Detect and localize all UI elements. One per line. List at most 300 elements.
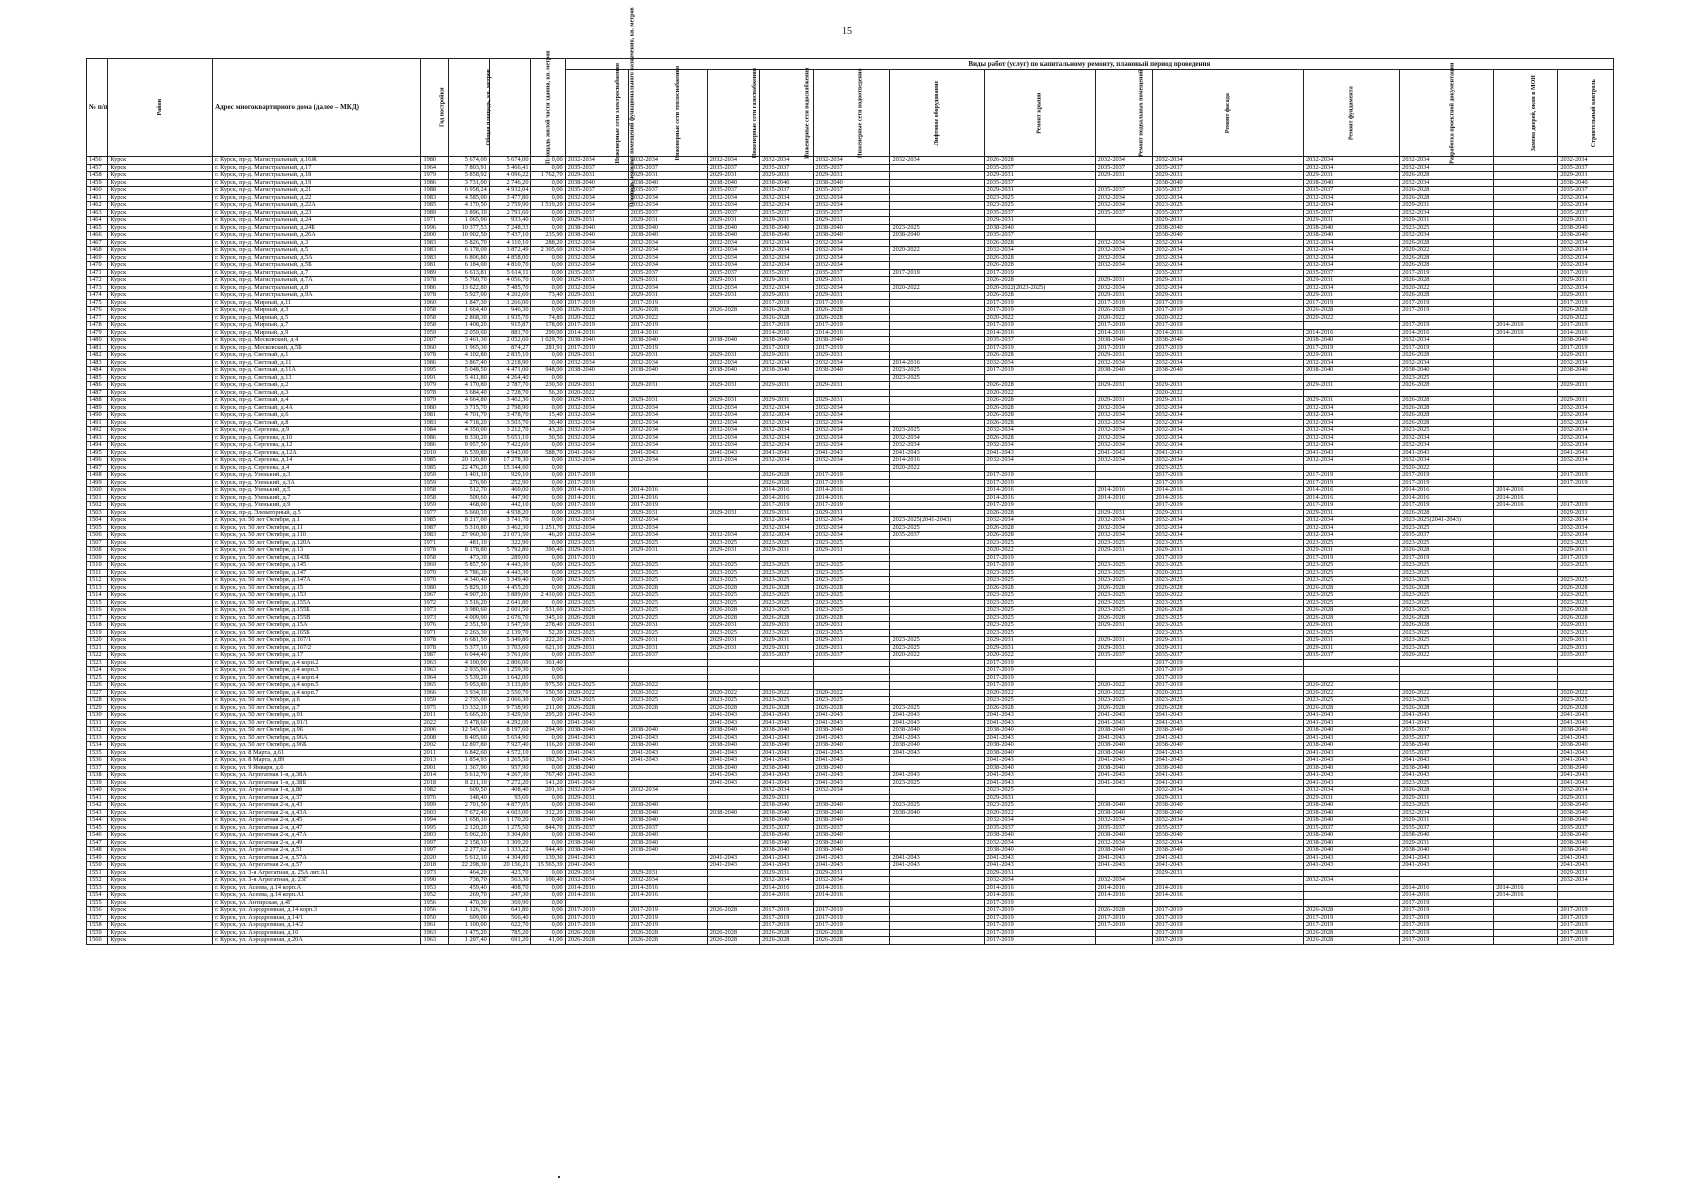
table-cell: г. Курск, пр-д. Магистральный, д.3 (213, 239, 421, 247)
table-cell: 2017-2019 (984, 322, 1095, 330)
table-cell: 588,70 (531, 449, 565, 457)
header-work-2 (707, 67, 759, 159)
table-cell: 5 858,92 (449, 172, 490, 180)
table-cell: 8 211,10 (449, 779, 490, 787)
table-cell: 5 614,11 (489, 269, 531, 277)
table-cell: Курск (108, 547, 213, 555)
table-cell: 4 701,70 (449, 412, 490, 420)
table-cell: г. Курск, ул. 50 лет Октября, д.91 (213, 712, 421, 720)
table-cell: 2032-2034 (1558, 517, 1614, 525)
table-cell: Курск (108, 389, 213, 397)
table-cell: 2032-2034 (1304, 412, 1400, 420)
table-row (87, 449, 1614, 457)
table-cell: 2026-2028 (1400, 277, 1494, 285)
table-cell: г. Курск, ул. Антирская, д.4Г (213, 899, 421, 907)
table-cell: 2017-2019 (1400, 344, 1494, 352)
table-cell: 2020-2022 (890, 652, 984, 660)
table-cell: 1986 (421, 359, 449, 367)
table-cell: 5 826,70 (449, 239, 490, 247)
table-cell: 2023-2025 (890, 637, 984, 645)
table-cell: 2038-2040 (565, 224, 628, 232)
table-cell: 2038-2040 (1400, 847, 1494, 855)
table-cell (890, 892, 984, 900)
table-cell: 2032-2034 (1153, 434, 1304, 442)
table-cell: г. Курск, ул. 50 лет Октября, д.15А (213, 622, 421, 630)
table-cell: 2032-2034 (1558, 202, 1614, 210)
table-cell: 2026-2028 (1304, 937, 1400, 945)
table-cell: 2017-2019 (1558, 554, 1614, 562)
table-cell: 2014-2016 (1494, 329, 1558, 337)
table-cell: 1983 (421, 532, 449, 540)
table-cell: 1960 (421, 344, 449, 352)
table-cell: 390,40 (531, 547, 565, 555)
table-cell: 2023-2025 (1153, 202, 1304, 210)
table-cell: 1489 (87, 404, 108, 412)
table-cell: 946,30 (489, 307, 531, 315)
table-row (87, 209, 1614, 217)
table-cell: 2026-2028 (813, 307, 890, 315)
table-cell: 2041-2043 (1400, 772, 1494, 780)
table-cell (890, 824, 984, 832)
table-cell: 2017-2019 (1400, 914, 1494, 922)
table-cell: 0,00 (531, 164, 565, 172)
table-cell: 1524 (87, 667, 108, 675)
table-row (87, 787, 1614, 795)
table-cell: 2 601,50 (489, 607, 531, 615)
table-cell: 1952 (421, 892, 449, 900)
table-cell: 1977 (421, 509, 449, 517)
table-body (87, 157, 1614, 945)
table-cell: 178,00 (531, 322, 565, 330)
table-cell: 2017-2019 (1153, 307, 1304, 315)
table-cell: 2038-2040 (813, 847, 890, 855)
table-cell: 2017-2019 (1400, 922, 1494, 930)
table-cell: 4 267,30 (489, 772, 531, 780)
table-cell: 2023-2025 (1095, 599, 1153, 607)
table-cell: 2020-2022 (984, 809, 1095, 817)
table-cell: 1505 (87, 524, 108, 532)
table-cell: г. Курск, ул. Агрегатная 2-я, д.45 (213, 817, 421, 825)
table-cell: 20 120,80 (449, 457, 490, 465)
table-cell: 1538 (87, 772, 108, 780)
table-cell: Курск (108, 164, 213, 172)
table-cell: 2014-2016 (1153, 487, 1304, 495)
capital-repair-table (86, 7, 1614, 945)
table-cell: 2038-2040 (760, 839, 813, 847)
table-row (87, 494, 1614, 502)
table-row (87, 464, 1614, 472)
table-cell: 2026-2028 (707, 614, 759, 622)
table-cell (1494, 262, 1558, 270)
table-cell: Курск (108, 734, 213, 742)
table-cell: 2041-2043 (1153, 862, 1304, 870)
table-cell: 2014-2016 (565, 892, 628, 900)
table-cell: 2023-2025 (890, 644, 984, 652)
table-cell: 2032-2034 (1400, 179, 1494, 187)
table-cell: 2026-2028 (813, 314, 890, 322)
table-cell: 2029-2031 (707, 509, 759, 517)
table-cell (890, 382, 984, 390)
table-cell: 2029-2031 (813, 292, 890, 300)
header-work-11 (1494, 70, 1558, 157)
table-cell: 2041-2043 (1400, 757, 1494, 765)
table-cell (1558, 659, 1614, 667)
table-cell: 2029-2031 (1153, 382, 1304, 390)
table-cell: 2035-2037 (707, 269, 759, 277)
table-cell: 2029-2031 (1095, 547, 1153, 555)
table-cell: Курск (108, 809, 213, 817)
table-cell: 2038-2040 (1400, 742, 1494, 750)
table-cell: 2020-2022 (1400, 284, 1494, 292)
table-cell: 3 896,10 (449, 209, 490, 217)
table-cell: 4 304,80 (489, 854, 531, 862)
table-cell: 2017-2019 (1400, 299, 1494, 307)
table-cell: 2038-2040 (1153, 727, 1304, 735)
table-cell: 2023-2025 (813, 599, 890, 607)
table-cell: г. Курск, ул. 50 лет Октября, д.4 корп.5 (213, 682, 421, 690)
table-cell: 2 935,90 (449, 667, 490, 675)
table-cell: 2032-2034 (760, 787, 813, 795)
table-cell: 1971 (421, 629, 449, 637)
table-cell: 2023-2025 (1153, 464, 1304, 472)
table-cell: 0,00 (531, 674, 565, 682)
table-cell: 1980 (421, 404, 449, 412)
table-cell: 2023-2025 (628, 697, 707, 705)
table-cell: 2038-2040 (628, 847, 707, 855)
table-row (87, 794, 1614, 802)
table-cell: 2029-2031 (1095, 397, 1153, 405)
table-cell: 1520 (87, 637, 108, 645)
table-cell: 2017-2019 (1400, 929, 1494, 937)
table-cell: г. Курск, ул. 50 лет Октября, д.13 (213, 547, 421, 555)
table-cell: Курск (108, 374, 213, 382)
table-cell: 6 178,09 (449, 247, 490, 255)
table-cell: 0,00 (531, 599, 565, 607)
table-cell: 2017-2019 (984, 914, 1095, 922)
table-cell: 423,70 (489, 869, 531, 877)
table-cell: 2038-2040 (1095, 832, 1153, 840)
table-cell: 2032-2034 (1558, 412, 1614, 420)
table-cell: 0,00 (531, 224, 565, 232)
table-cell: Курск (108, 674, 213, 682)
table-cell: 2023-2025 (628, 577, 707, 585)
table-cell: 2029-2031 (565, 509, 628, 517)
table-cell: 2 120,20 (449, 824, 490, 832)
table-cell: 2020-2022 (1153, 689, 1304, 697)
table-cell: 2035-2037 (565, 269, 628, 277)
table-cell: 2032-2034 (707, 157, 759, 165)
table-cell (813, 682, 890, 690)
table-cell: г. Курск, пр-д. Магистральный, д.26А (213, 232, 421, 240)
table-cell (565, 659, 628, 667)
table-cell: 2032-2034 (1095, 359, 1153, 367)
table-cell: 2017-2019 (1095, 344, 1153, 352)
table-cell: 5 612,70 (449, 772, 490, 780)
table-cell (1494, 929, 1558, 937)
table-cell: 1958 (421, 322, 449, 330)
table-cell: 2017-2019 (1153, 674, 1304, 682)
table-cell (1494, 644, 1558, 652)
table-cell: г. Курск, пр-д. Магистральный, д.7 (213, 269, 421, 277)
table-cell: г. Курск, пр-д. Светлый, д.6 (213, 412, 421, 420)
table-cell: 2023-2025 (1304, 629, 1400, 637)
table-cell: 2 277,62 (449, 847, 490, 855)
table-cell: 288,20 (531, 239, 565, 247)
table-cell: 2032-2034 (760, 247, 813, 255)
table-cell: 2032-2034 (1558, 254, 1614, 262)
table-cell: 1958 (421, 314, 449, 322)
table-cell: Курск (108, 922, 213, 930)
table-cell: 2029-2031 (1400, 817, 1494, 825)
table-cell: 0,00 (531, 719, 565, 727)
table-cell: 2038-2040 (1304, 832, 1400, 840)
table-cell: 0,00 (531, 794, 565, 802)
table-cell: 2023-2025 (565, 697, 628, 705)
table-cell: 2026-2028 (984, 434, 1095, 442)
table-cell: 2041-2043 (984, 772, 1095, 780)
table-cell (1095, 232, 1153, 240)
table-cell: 1995 (421, 824, 449, 832)
table-cell: 2014-2016 (565, 487, 628, 495)
table-cell: 2023-2025 (1095, 562, 1153, 570)
table-cell (707, 464, 759, 472)
table-cell: 2029-2031 (1095, 637, 1153, 645)
table-cell: 0,00 (531, 652, 565, 660)
table-cell (890, 277, 984, 285)
table-cell: 2026-2028 (628, 929, 707, 937)
table-cell: 2020-2022(2023-2025) (984, 284, 1095, 292)
table-cell: 2029-2031 (813, 644, 890, 652)
table-cell: 2032-2034 (707, 412, 759, 420)
table-cell (1494, 764, 1558, 772)
table-cell: 2029-2031 (1304, 382, 1400, 390)
table-cell: 0,00 (531, 187, 565, 195)
table-cell: 1985 (421, 517, 449, 525)
table-cell: 2023-2025 (1400, 224, 1494, 232)
table-cell: г. Курск, пр-д. Элеваторный, д.5 (213, 509, 421, 517)
table-row (87, 832, 1614, 840)
table-cell (813, 674, 890, 682)
table-cell: 2020-2022 (1558, 689, 1614, 697)
table-cell: 4 096,22 (489, 172, 531, 180)
table-cell: 2026-2028 (760, 937, 813, 945)
table-cell (1494, 697, 1558, 705)
table-cell: 2002 (421, 742, 449, 750)
table-cell: 2032-2034 (813, 877, 890, 885)
table-cell: 1506 (87, 532, 108, 540)
table-cell: 2032-2034 (984, 427, 1095, 435)
table-row (87, 269, 1614, 277)
table-cell: 2 798,90 (489, 404, 531, 412)
table-cell: 2029-2031 (813, 637, 890, 645)
table-cell: 269,70 (449, 892, 490, 900)
table-cell: 2026-2028 (1400, 172, 1494, 180)
table-cell: 2041-2043 (813, 862, 890, 870)
table-row (87, 157, 1614, 165)
table-cell (890, 337, 984, 345)
table-cell: 5 310,80 (449, 524, 490, 532)
table-cell: 2023-2025 (984, 592, 1095, 600)
table-cell: 322,90 (489, 539, 531, 547)
table-cell: 2020-2022 (1153, 569, 1304, 577)
table-cell: 2032-2034 (1095, 262, 1153, 270)
table-row (87, 689, 1614, 697)
table-cell: 2038-2040 (984, 749, 1095, 757)
table-cell: 2032-2034 (813, 202, 890, 210)
table-cell: 2032-2034 (707, 359, 759, 367)
table-cell: 4 585,00 (449, 194, 490, 202)
table-cell: 2023-2025 (628, 607, 707, 615)
table-cell (1494, 202, 1558, 210)
table-cell: 2032-2034 (707, 194, 759, 202)
table-cell: 1456 (87, 157, 108, 165)
table-row (87, 907, 1614, 915)
table-cell (890, 832, 984, 840)
table-cell (1095, 929, 1153, 937)
table-cell: 2020-2022 (984, 652, 1095, 660)
table-cell: 1981 (421, 412, 449, 420)
table-cell: 2038-2040 (565, 802, 628, 810)
table-cell: 2017-2019 (1304, 479, 1400, 487)
table-cell: 2023-2025 (1558, 562, 1614, 570)
table-cell: 2038-2040 (1400, 832, 1494, 840)
table-cell: 2032-2034 (1304, 442, 1400, 450)
table-cell: 2032-2034 (1153, 239, 1304, 247)
table-cell: 2014-2016 (813, 884, 890, 892)
table-cell: 13 622,80 (449, 284, 490, 292)
table-cell (890, 554, 984, 562)
table-cell (1494, 749, 1558, 757)
table-cell: 2038-2040 (813, 832, 890, 840)
table-cell (628, 764, 707, 772)
table-cell: 2020-2022 (565, 689, 628, 697)
table-cell: 2038-2040 (760, 337, 813, 345)
table-cell: 2014-2016 (1095, 329, 1153, 337)
table-cell: 2017-2019 (1400, 937, 1494, 945)
table-cell (1095, 224, 1153, 232)
table-cell: 22 476,20 (449, 464, 490, 472)
table-cell: 2020-2022 (984, 689, 1095, 697)
table-cell: 2 158,10 (449, 839, 490, 847)
table-cell: 4 292,00 (489, 719, 531, 727)
table-cell: 2032-2034 (813, 419, 890, 427)
table-cell: 0,00 (531, 907, 565, 915)
table-cell: 2032-2034 (1153, 262, 1304, 270)
table-cell: 2041-2043 (1095, 712, 1153, 720)
table-cell (1558, 487, 1614, 495)
table-cell: 2023-2025 (707, 599, 759, 607)
table-cell: 2 550,70 (489, 689, 531, 697)
table-row (87, 682, 1614, 690)
table-cell (890, 307, 984, 315)
table-cell (707, 847, 759, 855)
table-cell (890, 607, 984, 615)
table-cell: 2017-2019 (1400, 899, 1494, 907)
table-cell (707, 314, 759, 322)
table-cell: Курск (108, 157, 213, 165)
table-row (87, 779, 1614, 787)
table-cell: 1532 (87, 727, 108, 735)
table-cell: 4 170,50 (449, 202, 490, 210)
table-cell: г. Курск, пр-д. Сергеева, д.9 (213, 427, 421, 435)
table-cell: г. Курск, пр-д. Магистральный, д.22 (213, 194, 421, 202)
table-cell: 2032-2034 (813, 262, 890, 270)
table-cell: 2020-2022 (1095, 689, 1153, 697)
table-cell: Курск (108, 847, 213, 855)
table-row (87, 802, 1614, 810)
table-cell (1095, 937, 1153, 945)
table-cell: 2041-2043 (984, 719, 1095, 727)
table-cell: 2032-2034 (813, 442, 890, 450)
table-cell: г. Курск, пр-д. Магистральный, д.21 (213, 187, 421, 195)
table-cell: 2026-2028 (1304, 929, 1400, 937)
table-cell: 470,30 (449, 899, 490, 907)
table-cell: 2038-2040 (707, 337, 759, 345)
table-cell: 2032-2034 (1153, 524, 1304, 532)
table-cell: 2026-2028 (760, 704, 813, 712)
table-cell: 1988 (421, 187, 449, 195)
table-cell: 2032-2034 (1558, 194, 1614, 202)
table-cell: 2014-2016 (1153, 884, 1304, 892)
table-cell: 2017-2019 (1153, 914, 1304, 922)
table-cell: 2035-2037 (1400, 734, 1494, 742)
table-cell: 2026-2028 (813, 584, 890, 592)
table-cell: 2017-2019 (1400, 502, 1494, 510)
table-cell: 2038-2040 (813, 727, 890, 735)
table-cell: 2038-2040 (1153, 224, 1304, 232)
table-cell (1494, 539, 1558, 547)
table-cell: Курск (108, 839, 213, 847)
table-cell (628, 464, 707, 472)
table-cell: 2032-2034 (1304, 359, 1400, 367)
table-cell: 2041-2043 (628, 757, 707, 765)
table-cell: 2029-2031 (1304, 172, 1400, 180)
table-cell: 1528 (87, 697, 108, 705)
table-cell: 2035-2037 (984, 337, 1095, 345)
table-cell: 1463 (87, 209, 108, 217)
table-cell: 2038-2040 (628, 809, 707, 817)
table-cell: 2014-2016 (1494, 494, 1558, 502)
table-cell: 2026-2028 (565, 614, 628, 622)
table-cell: г. Курск, ул. 50 лет Октября, д.96Б (213, 742, 421, 750)
table-cell: 2017-2019 (1095, 299, 1153, 307)
table-cell: 2032-2034 (1400, 337, 1494, 345)
table-cell: 2032-2034 (565, 787, 628, 795)
table-cell: 2017-2019 (813, 502, 890, 510)
table-cell: 2026-2028 (707, 704, 759, 712)
table-cell (890, 569, 984, 577)
table-cell: 74,80 (531, 314, 565, 322)
table-cell: 1978 (421, 547, 449, 555)
table-cell (1494, 449, 1558, 457)
table-cell: 2017-2019 (984, 479, 1095, 487)
table-cell (890, 322, 984, 330)
table-cell: 2017-2019 (1400, 472, 1494, 480)
table-cell: 1 297,40 (449, 937, 490, 945)
table-cell: 1465 (87, 224, 108, 232)
table-cell: 2029-2031 (1153, 277, 1304, 285)
table-cell: 2023-2025 (1153, 697, 1304, 705)
table-cell: Курск (108, 554, 213, 562)
table-cell (1494, 157, 1558, 165)
table-cell: 2038-2040 (1558, 337, 1614, 345)
table-cell: 1 547,50 (489, 622, 531, 630)
table-cell: 2029-2031 (1558, 869, 1614, 877)
table-cell: 3 761,00 (489, 652, 531, 660)
table-cell (1494, 217, 1558, 225)
table-cell: 5 651,10 (489, 434, 531, 442)
table-cell: 2032-2034 (1304, 157, 1400, 165)
